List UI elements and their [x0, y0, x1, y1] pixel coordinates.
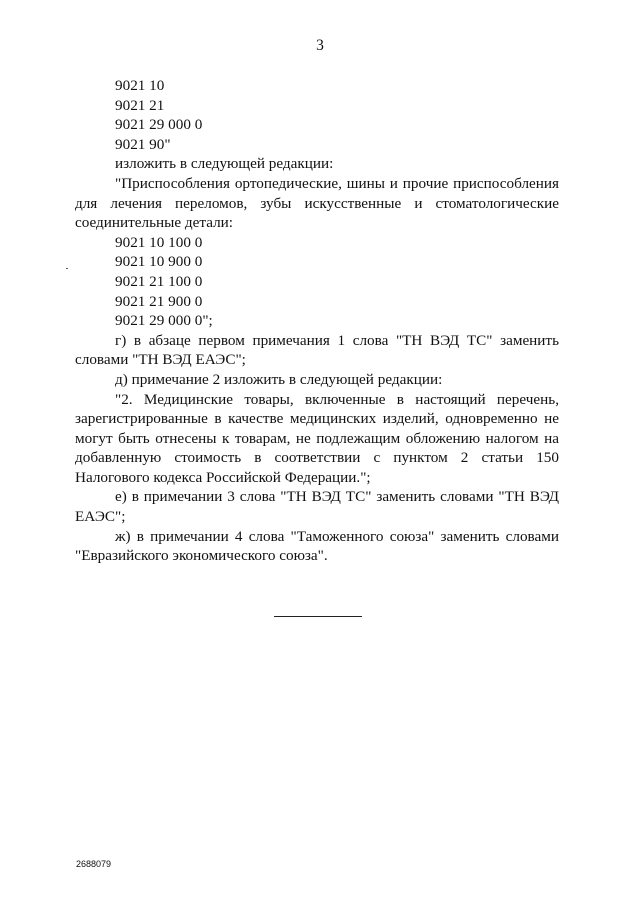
- code-line: 9021 21: [115, 96, 165, 114]
- item-g: г) в абзаце первом примечания 1 слова "ТН ВЭД ТС" заменить словами "ТН ВЭД ЕАЭС";: [75, 331, 559, 369]
- quoted-paragraph: "Приспособления ортопедические, шины и прочие приспособления для лечения переломов, зубы искусственные и стоматологические соединительные детали:: [75, 174, 559, 232]
- code-line: 9021 29 000 0: [115, 116, 203, 134]
- code-line: 9021 21 100 0: [115, 272, 203, 290]
- replace-instruction: изложить в следующей редакции:: [115, 155, 334, 173]
- code-line: 9021 10 900 0: [115, 253, 203, 271]
- code-line: 9021 21 900 0: [115, 292, 203, 310]
- scan-speck: [66, 268, 68, 269]
- item-e: е) в примечании 3 слова "ТН ВЭД ТС" заменить словами "ТН ВЭД ЕАЭС";: [75, 488, 559, 526]
- code-line: 9021 10: [115, 77, 165, 94]
- page-number: 3: [316, 37, 324, 54]
- separator-line: [274, 616, 362, 617]
- note-2-paragraph: "2. Медицинские товары, включенные в настоящий перечень, зарегистрированные в качестве медицинских изделий, одновременно не могут быть отнесены к товарам, не подлежащим обложению налогом на добавленную стоимость в соответствии с пунктом 2 статьи 150 Налогового кодекса Российской Федерации.";: [75, 390, 559, 486]
- code-line: 9021 90": [115, 135, 171, 153]
- code-line: 9021 10 100 0: [115, 233, 203, 251]
- code-line: 9021 29 000 0";: [115, 312, 213, 330]
- document-body: [75, 76, 559, 566]
- document-id: 2688079: [76, 859, 112, 869]
- item-zh: ж) в примечании 4 слова "Таможенного союза" заменить словами "Евразийского экономического союза".: [75, 527, 559, 565]
- item-d: д) примечание 2 изложить в следующей редакции:: [115, 370, 443, 388]
